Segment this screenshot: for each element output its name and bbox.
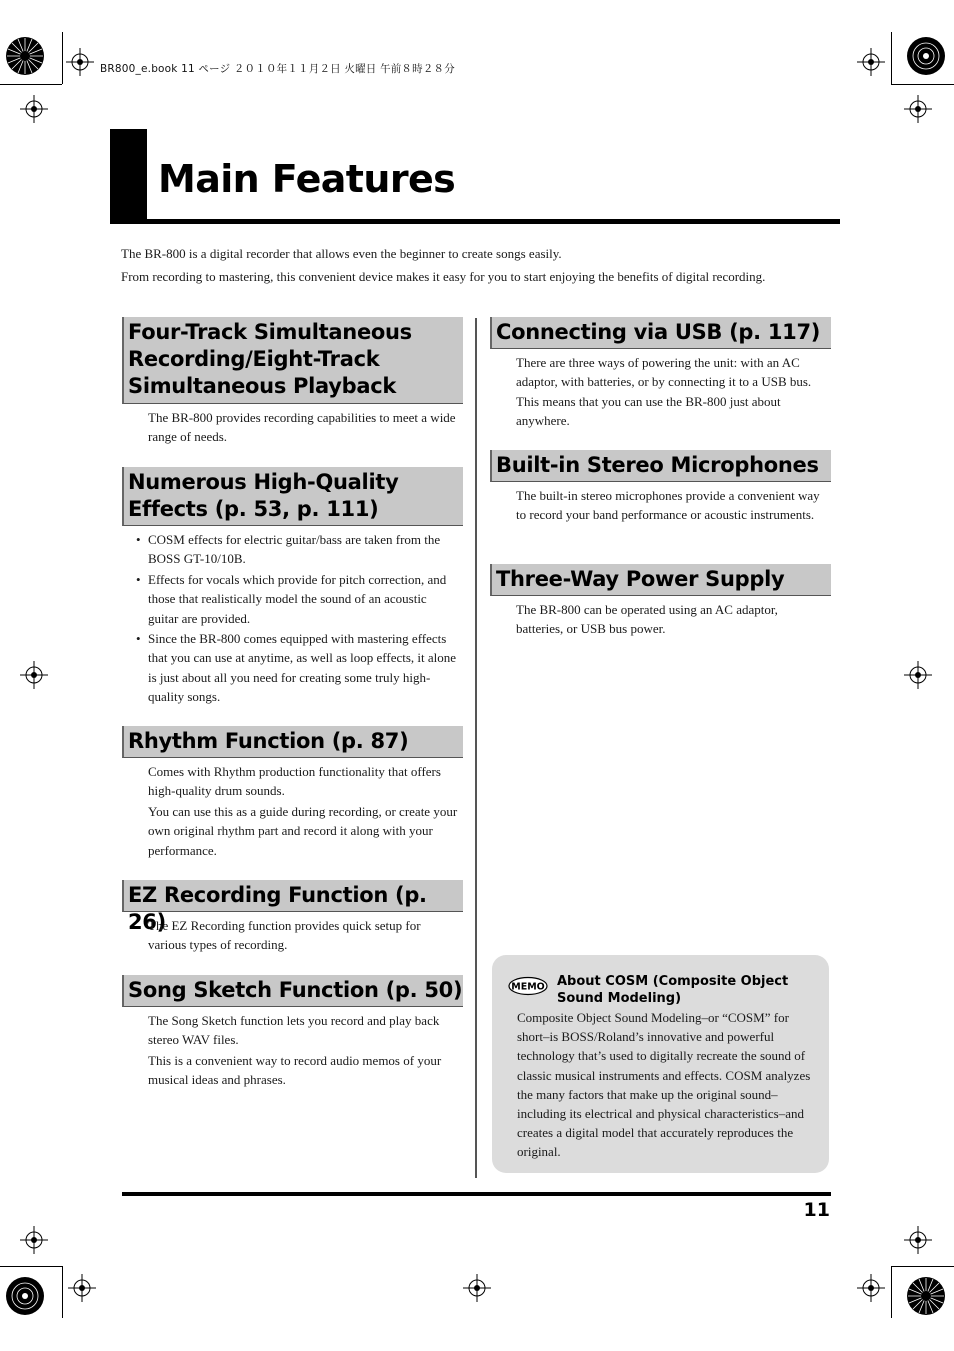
body-microphones	[516, 486, 828, 525]
heading-line: Effects (p. 53, p. 111)	[128, 497, 379, 521]
heading-ez-recording	[122, 880, 463, 934]
memo-body: Composite Object Sound Modeling–or “COSM” for short–is BOSS/Roland’s innovative and powerful technology that’s used to digitally recreate the sound of classic musical instruments and effects. COSM analyzes the many factors that make up the original sound–including its electrical and physical characteristics–and creates a digital model that accurately reproduces the original.	[517, 1010, 811, 1160]
crosshair-icon	[66, 48, 94, 76]
crosshair-icon	[68, 1274, 96, 1302]
registration-wheel-icon	[906, 36, 946, 76]
page-number: 11	[803, 1199, 830, 1221]
crosshair-icon	[904, 1226, 932, 1254]
heading-line: Song Sketch Function (p. 50)	[128, 978, 463, 1002]
memo-icon-label: MEMO	[511, 981, 545, 993]
memo-icon	[508, 976, 548, 996]
heading-effects	[122, 467, 463, 526]
body-power	[516, 600, 816, 639]
paragraph: The BR-800 provides recording capabilities to meet a wide range of needs.	[148, 410, 456, 445]
heading-line: Four-Track Simultaneous	[128, 320, 412, 344]
body-four-track	[148, 408, 458, 447]
crosshair-icon	[20, 661, 48, 689]
body-ez-recording	[148, 916, 458, 955]
crop-line	[891, 1266, 892, 1318]
body-rhythm	[148, 762, 460, 860]
heading-four-track	[122, 317, 463, 404]
bullet-item: • COSM effects for electric guitar/bass are taken from the BOSS GT-10/10B.	[136, 530, 458, 569]
heading-microphones	[490, 450, 831, 482]
body-effects	[136, 530, 458, 708]
crosshair-icon	[20, 1226, 48, 1254]
registration-wheel-icon	[5, 1276, 45, 1316]
heading-line: Three-Way Power Supply	[496, 567, 785, 591]
column-divider	[475, 318, 477, 1178]
crop-line	[0, 1266, 62, 1267]
crop-line	[0, 84, 62, 85]
paragraph: You can use this as a guide during recording, or create your own original rhythm part and record it along with your performance.	[148, 803, 458, 858]
registration-wheel-icon	[5, 36, 45, 76]
heading-usb	[490, 317, 831, 349]
heading-line: Numerous High-Quality	[128, 470, 399, 494]
intro-line-2: From recording to mastering, this convenient device makes it easy for you to start enjoying the benefits of digital recording.	[121, 269, 766, 284]
bullet-item: • Effects for vocals which provide for pitch correction, and those that realistically model the sound of an acoustic guitar are provided.	[136, 570, 458, 628]
title-block	[110, 129, 147, 222]
paragraph: Comes with Rhythm production functionality that offers high-quality drum sounds.	[148, 764, 441, 799]
body-song-sketch	[148, 1011, 462, 1090]
paragraph: The built-in stereo microphones provide a convenient way to record your band performance or acoustic instruments.	[516, 488, 820, 523]
paragraph: There are three ways of powering the unit: with an AC adaptor, with batteries, or by connecting it to a USB bus. This means that you can use the BR-800 just about anywhere.	[516, 355, 812, 429]
crop-line	[891, 1266, 954, 1267]
title-rule	[110, 219, 840, 224]
heading-line: Recording/Eight-Track	[128, 347, 380, 371]
heading-power	[490, 564, 831, 596]
paragraph: The BR-800 can be operated using an AC adaptor, batteries, or USB bus power.	[516, 602, 778, 637]
crop-line	[891, 32, 892, 84]
crosshair-icon	[904, 661, 932, 689]
registration-wheel-icon	[906, 1276, 946, 1316]
heading-line: Connecting via USB (p. 117)	[496, 320, 821, 344]
page-title: Main Features	[158, 157, 456, 201]
body-usb	[516, 353, 830, 431]
paragraph: The Song Sketch function lets you record and play back stereo WAV files.	[148, 1013, 440, 1048]
heading-line: Simultaneous Playback	[128, 374, 397, 398]
crop-line	[62, 1266, 63, 1318]
bullet-item: • Since the BR-800 comes equipped with mastering effects that you can use at anytime, as well as loop effects, it alone is just about all you need for creating some truly high-quality songs.	[136, 629, 458, 707]
bullet-list	[136, 530, 458, 707]
heading-line: Rhythm Function (p. 87)	[128, 729, 409, 753]
heading-line: Built-in Stereo Microphones	[496, 453, 819, 477]
heading-song-sketch	[122, 975, 463, 1007]
paragraph: This is a convenient way to record audio memos of your musical ideas and phrases.	[148, 1052, 442, 1088]
heading-line: EZ Recording Function (p. 26)	[128, 883, 427, 934]
crosshair-icon	[857, 48, 885, 76]
crosshair-icon	[857, 1274, 885, 1302]
crosshair-icon	[904, 95, 932, 123]
memo-title: About COSM (Composite Object Sound Modeling)	[557, 974, 789, 1006]
footer-rule	[122, 1192, 831, 1196]
file-header: BR800_e.book 11 ページ ２０１０年１１月２日 火曜日 午前８時２８分	[100, 63, 455, 75]
crosshair-icon	[463, 1274, 491, 1302]
intro-line-1: The BR-800 is a digital recorder that allows even the beginner to create songs easily.	[121, 246, 562, 261]
crop-line	[62, 32, 63, 84]
crosshair-icon	[20, 95, 48, 123]
heading-rhythm	[122, 726, 463, 758]
paragraph: The EZ Recording function provides quick setup for various types of recording.	[148, 918, 421, 953]
crop-line	[891, 84, 954, 85]
